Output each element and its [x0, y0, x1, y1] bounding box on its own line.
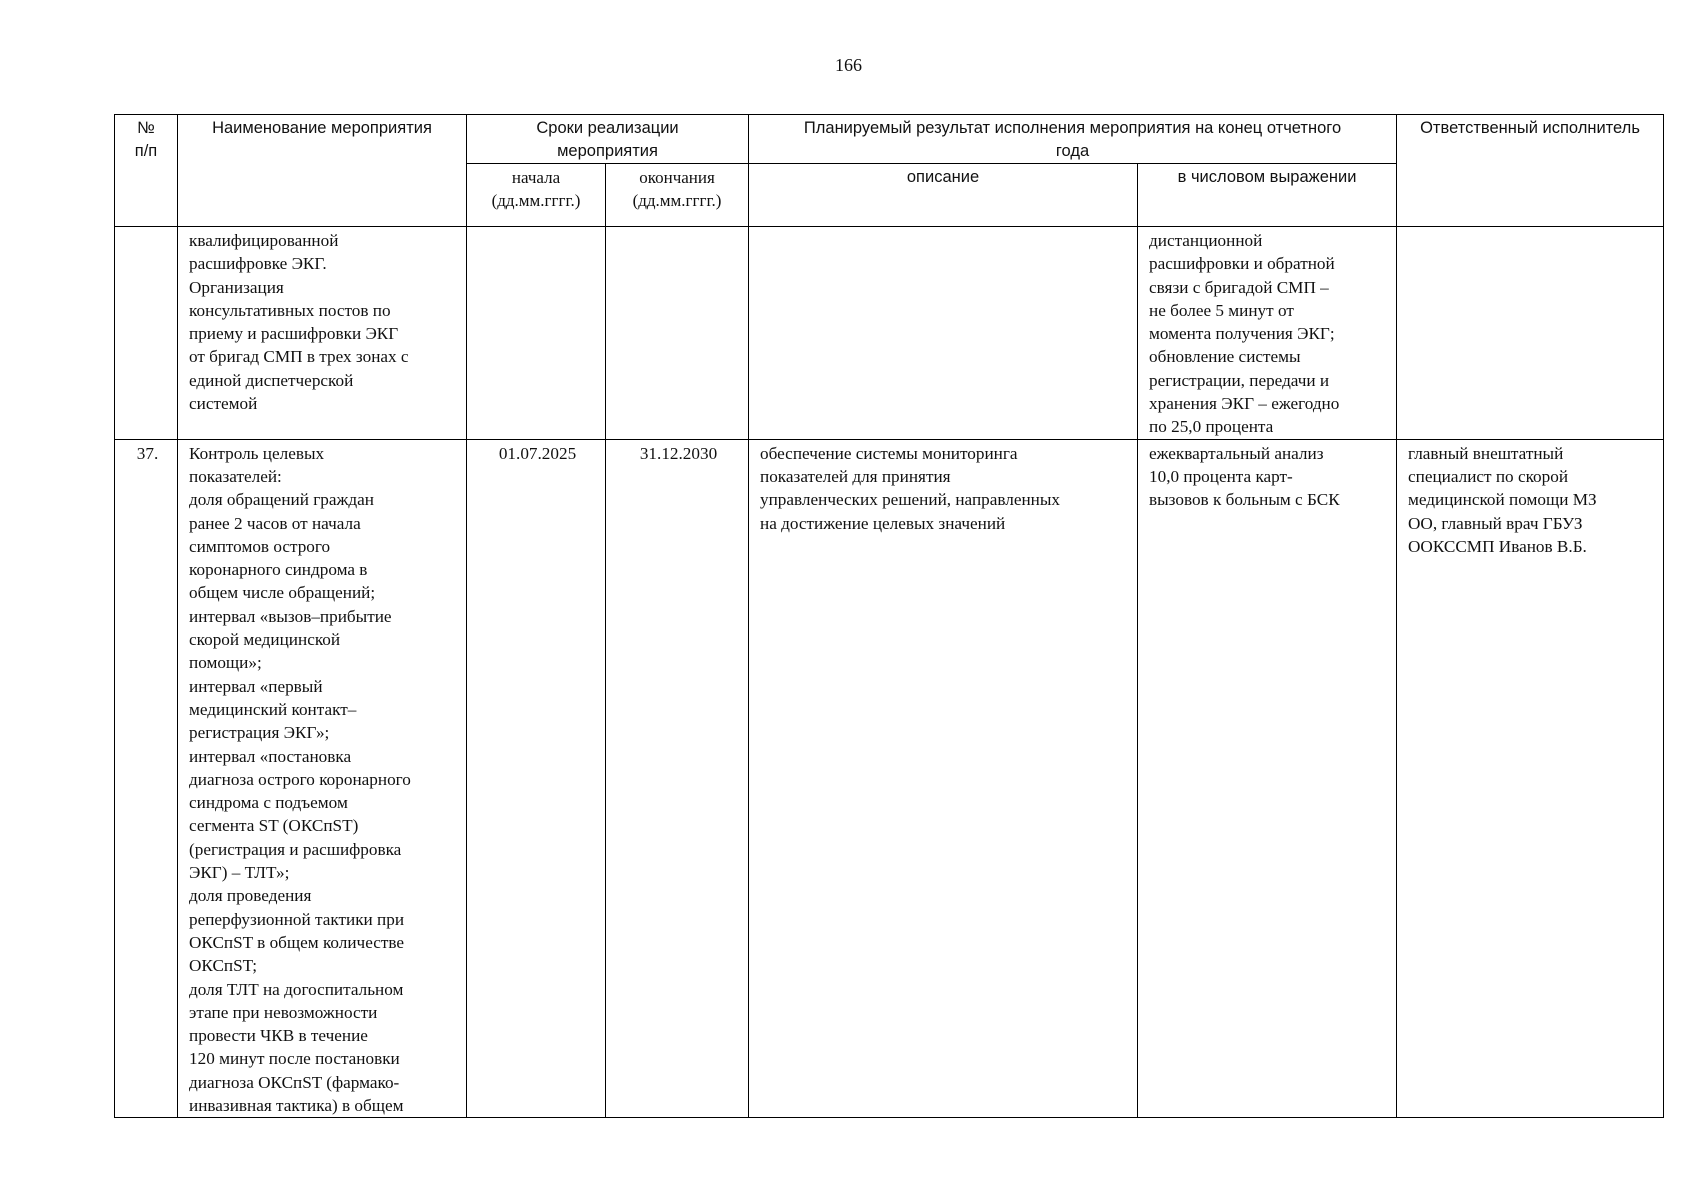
text-line: регистрация ЭКГ»; — [189, 723, 330, 743]
text-line: общем числе обращений; — [189, 583, 376, 603]
text-line: показателей: — [189, 466, 282, 486]
header-responsible: Ответственный исполнитель — [1397, 115, 1664, 227]
text-line: сегмента ST (ОКСпST) — [189, 816, 359, 836]
text-line: приему и расшифровки ЭКГ — [189, 324, 399, 344]
text-line: ЭКГ) – ТЛТ»; — [189, 863, 290, 883]
text-line: ежеквартальный анализ — [1149, 443, 1324, 463]
text-line: 10,0 процента карт- — [1149, 466, 1293, 486]
text-line: управленческих решений, направленных — [760, 490, 1061, 510]
text-line: обновление системы — [1149, 347, 1301, 367]
text-line: диагноза острого коронарного — [189, 769, 411, 789]
text-line: реперфузионной тактики при — [189, 909, 405, 929]
text-line: Организация — [189, 277, 284, 297]
text-line: коронарного синдрома в — [189, 560, 368, 580]
text-line: связи с бригадой СМП – — [1149, 277, 1329, 297]
text-line: помощи»; — [189, 653, 262, 673]
text-line: интервал «первый — [189, 676, 323, 696]
row-start-date: 01.07.2025 — [467, 439, 606, 1118]
row-number: 37. — [115, 439, 178, 1118]
row-start-date — [467, 227, 606, 440]
table-row — [115, 439, 1664, 1118]
row-numeric — [1138, 227, 1397, 440]
text-line: медицинский контакт– — [189, 699, 357, 719]
header-description: описание — [749, 164, 1138, 227]
text-line: по 25,0 процента — [1149, 417, 1274, 437]
text-line: инвазивная тактика) в общем — [189, 1095, 404, 1115]
text-line: не более 5 минут от — [1149, 300, 1294, 320]
row-name — [178, 227, 467, 440]
text-line: расшифровке ЭКГ. — [189, 254, 327, 274]
text-line: показателей для принятия — [760, 466, 951, 486]
header-num: № п/п — [115, 115, 178, 227]
text-line: консультативных постов по — [189, 300, 391, 320]
text-line: дистанционной — [1149, 231, 1263, 250]
text-line: регистрации, передачи и — [1149, 370, 1330, 390]
header-name: Наименование мероприятия — [178, 115, 467, 227]
text-line: 120 минут после постановки — [189, 1049, 400, 1069]
row-end-date: 31.12.2030 — [606, 439, 749, 1118]
text-line: доля проведения — [189, 886, 312, 906]
text-line: системой — [189, 394, 258, 414]
text-line: единой диспетчерской — [189, 370, 354, 390]
header-end: окончания (дд.мм.гггг.) — [606, 164, 749, 227]
text-line: квалифицированной — [189, 231, 339, 250]
row-end-date — [606, 227, 749, 440]
row-responsible — [1397, 439, 1664, 1118]
text-line: ранее 2 часов от начала — [189, 513, 361, 533]
text-line: доля ТЛТ на догоспитальном — [189, 979, 404, 999]
text-line: интервал «постановка — [189, 746, 352, 766]
text-line: хранения ЭКГ – ежегодно — [1149, 394, 1340, 414]
page-number: 166 — [835, 55, 862, 75]
row-description — [749, 227, 1138, 440]
measures-table — [114, 114, 1664, 1118]
text-line: ОКСпST в общем количестве — [189, 932, 405, 952]
text-line: провести ЧКВ в течение — [189, 1026, 368, 1046]
text-line: ООКССМП Иванов В.Б. — [1408, 536, 1587, 556]
row-name — [178, 439, 467, 1118]
text-line: ОКСпST; — [189, 956, 257, 976]
text-line: скорой медицинской — [189, 630, 341, 650]
table-row — [115, 227, 1664, 440]
text-line: ОО, главный врач ГБУЗ — [1408, 513, 1583, 533]
text-line: главный внештатный — [1408, 443, 1564, 463]
header-start: начала (дд.мм.гггг.) — [467, 164, 606, 227]
text-line: вызовов к больным с БСК — [1149, 490, 1340, 510]
text-line: симптомов острого — [189, 536, 331, 556]
row-number — [115, 227, 178, 440]
text-line: синдрома с подъемом — [189, 793, 348, 813]
text-line: от бригад СМП в трех зонах с — [189, 347, 409, 367]
text-line: обеспечение системы мониторинга — [760, 443, 1018, 463]
header-terms: Сроки реализации мероприятия — [467, 115, 749, 164]
text-line: расшифровки и обратной — [1149, 254, 1335, 274]
table-header-row — [115, 115, 1664, 164]
text-line: Контроль целевых — [189, 443, 325, 463]
row-responsible — [1397, 227, 1664, 440]
text-line: момента получения ЭКГ; — [1149, 324, 1335, 344]
header-numeric: в числовом выражении — [1138, 164, 1397, 227]
row-description — [749, 439, 1138, 1118]
text-line: специалист по скорой — [1408, 466, 1569, 486]
text-line: этапе при невозможности — [189, 1002, 378, 1022]
row-numeric — [1138, 439, 1397, 1118]
header-result: Планируемый результат исполнения мероприятия на конец отчетного года — [749, 115, 1397, 164]
text-line: медицинской помощи МЗ — [1408, 490, 1597, 510]
text-line: диагноза ОКСпST (фармако- — [189, 1072, 400, 1092]
text-line: интервал «вызов–прибытие — [189, 606, 392, 626]
text-line: доля обращений граждан — [189, 490, 374, 510]
text-line: (регистрация и расшифровка — [189, 839, 402, 859]
text-line: на достижение целевых значений — [760, 513, 1006, 533]
